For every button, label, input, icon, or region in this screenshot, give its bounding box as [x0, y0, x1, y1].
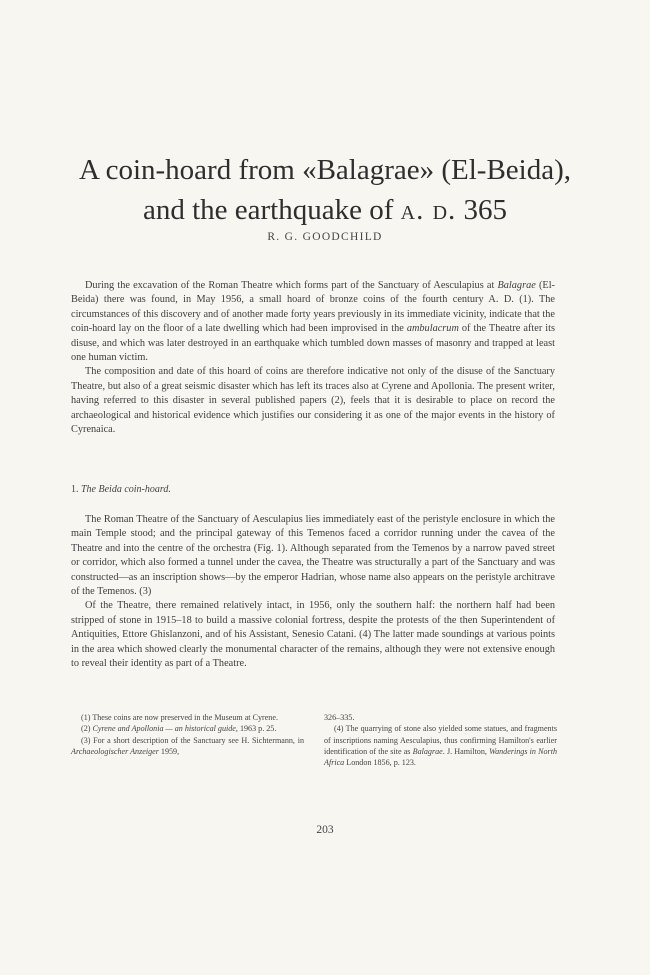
section-1-paragraph-2: Of the Theatre, there remained relatively intact, in 1956, only the southern half: the northern half had been stripped of stone in 1915–18 to build a massive colonial fortress, despite the protests of the then Superintendent of Antiquities, Ettore Ghislanzoni, and of his Assistant, Senesio Catani. (4) The latter made soundings at various points in the area which showed clearly the monumental character of the remains, although they were not extensive enough to reveal their identity as part of a Theatre. [71, 600, 555, 670]
title-line-2: and the earthquake of a. d. 365 [142, 194, 508, 226]
footnote-3-continued: 326–335. [324, 713, 355, 722]
section-1-paragraph-1: The Roman Theatre of the Sanctuary of Aesculapius lies immediately east of the peristyle enclosure in which the main Temple stood; and the principal gateway of this Temenos faced a corridor running under the cavea of the Theatre and into the centre of the orchestra (Fig. 1). Although separated from the Temenos by a narrow paved street or corridor, which also formed a tunnel under the cavea, the Theatre was structurally a part of the Sanctuary and was constructed—as an inscription shows—by the emperor Hadrian, whose name also appears on the peristyle architrave of the Temenos. (3) [71, 514, 555, 598]
page-number: 203 [316, 824, 334, 836]
footnote-4: (4) The quarrying of stone also yielded some statues, and fragments of inscriptions naming Aesculapius, thus confirming Hamilton's earlier identification of the site as Balagrae. J. Hamilton, Wanderings in North Africa London 1856, p. 123. [324, 724, 558, 768]
footnote-1: (1) These coins are now preserved in the Museum at Cyrene. [81, 713, 278, 722]
title-line-1: A coin-hoard from «Balagrae» (El-Beida), [78, 154, 571, 186]
article-title [40, 150, 610, 230]
intro-paragraph-2: The composition and date of this hoard of coins are therefore indicative not only of the disuse of the Sanctuary Theatre, but also of a great seismic disaster which has left its traces also at Cyrene and Apollonia. The present writer, having referred to this disaster in several published papers (2), feels that it is desirable to place on record the archaeological and historical evidence which justifies our considering it as one of the major events in the history of Cyrenaica. [71, 366, 555, 436]
footnotes-left-column [71, 712, 304, 768]
footnotes-right-column [324, 712, 557, 768]
author-name: R. G. GOODCHILD [267, 231, 383, 243]
section-1-text [71, 513, 555, 671]
section-heading: 1. The Beida coin-hoard. [71, 484, 171, 495]
intro-text [71, 279, 555, 437]
intro-paragraph-1: During the excavation of the Roman Theatre which forms part of the Sanctuary of Aesculapius at Balagrae (El-Beida) there was found, in May 1956, a small hoard of bronze coins of the fourth century A. D. (1). The circumstances of this discovery and of another made forty years previously in its immediate vicinity, indicate that the coin-hoard lay on the floor of a late dwelling which had been improvised in the ambulacrum of the Theatre after its disuse, and which was later destroyed in an earthquake which tumbled down masses of masonry and trapped at least one human victim. [71, 280, 555, 364]
footnotes [71, 712, 557, 768]
footnote-3: (3) For a short description of the Sanctuary see H. Sichtermann, in Archaeologischer Anzeiger 1959, [71, 735, 304, 756]
footnote-2: (2) Cyrene and Apollonia — an historical guide, 1963 p. 25. [81, 724, 277, 734]
